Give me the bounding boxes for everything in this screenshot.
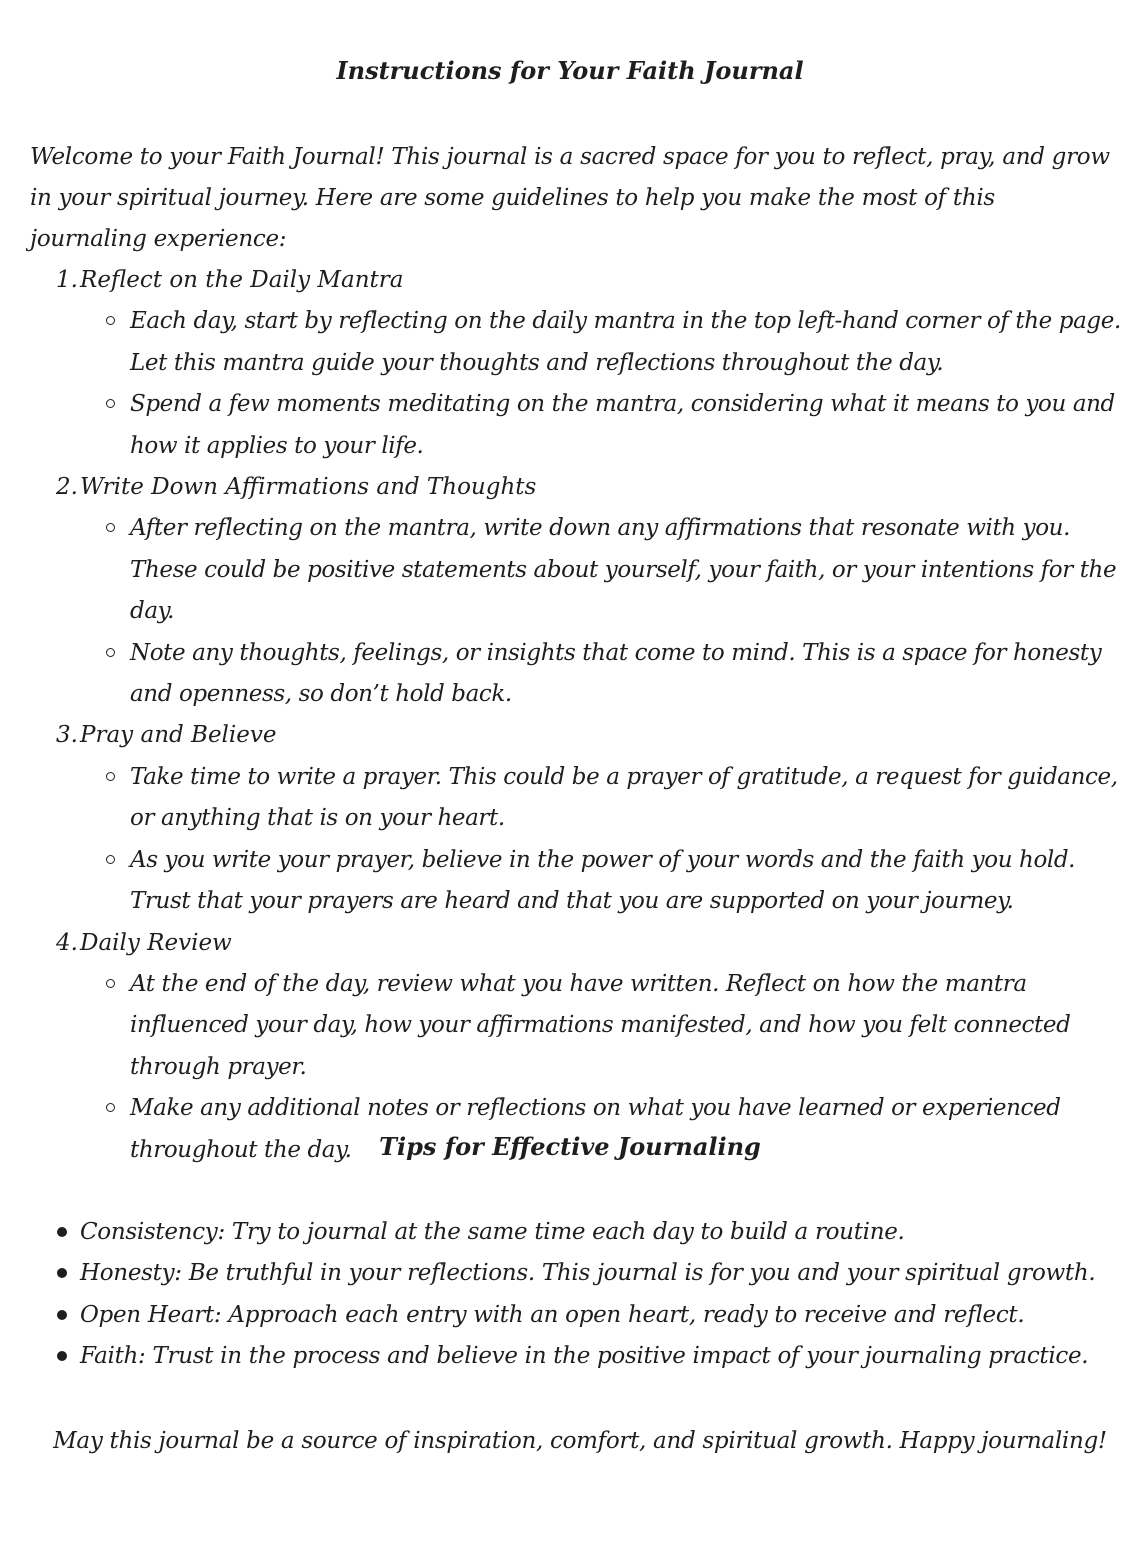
circle-bullet-icon (106, 523, 115, 532)
tip-text: Honesty: Be truthful in your reflections. This journal is for you and your spiritual growth. (80, 1260, 1096, 1287)
tip-item (0, 1336, 1140, 1377)
dot-bullet-icon (57, 1227, 67, 1237)
tips-list (0, 1212, 1140, 1378)
step-sub-item (80, 964, 1140, 1088)
page-title: Instructions for Your Faith Journal (336, 56, 804, 85)
sub-item-text: After reflecting on the mantra, write down any affirmations that resonate with you. These could be positive statements about yourself, your faith, or your intentions for the day. (130, 515, 1117, 625)
circle-bullet-icon (106, 648, 115, 657)
step-number: 4. (56, 929, 78, 956)
step-number: 1. (56, 267, 78, 293)
sub-item-text: Spend a few moments meditating on the mantra, considering what it means to you and how it applies to your life. (130, 391, 1115, 459)
circle-bullet-icon (106, 1103, 115, 1112)
step-sub-item (80, 840, 1140, 923)
step-sub-item (80, 633, 1140, 716)
step-number: 3. (56, 722, 78, 749)
step-sub-item (80, 508, 1140, 632)
step-sub-item (80, 384, 1140, 467)
circle-bullet-icon (106, 399, 115, 408)
tip-item (0, 1295, 1140, 1336)
tip-item (0, 1212, 1140, 1253)
step-title: Pray and Believe (80, 722, 277, 749)
sub-item-text: At the end of the day, review what you have written. Reflect on how the mantra influenced your day, how your affirmations manifested, and how you felt connected through prayer. (130, 970, 1071, 1080)
step-number: 2. (56, 474, 78, 501)
sub-item-text: As you write your prayer, believe in the power of your words and the faith you hold. Trust that your prayers are heard and that you are supported on your journey. (130, 846, 1076, 915)
step-item (0, 715, 1140, 922)
sub-item-text: Note any thoughts, feelings, or insights that come to mind. This is a space for honesty and openness, so don’t hold back. (130, 639, 1102, 708)
sub-item-text: Take time to write a prayer. This could be a prayer of gratitude, a request for guidance, or anything that is on your heart. (130, 763, 1118, 832)
circle-bullet-icon (106, 855, 115, 864)
dot-bullet-icon (57, 1268, 67, 1278)
step-item (0, 260, 1140, 467)
closing-line: May this journal be a source of inspiration, comfort, and spiritual growth. Happy journaling! (53, 1428, 1107, 1454)
sub-item-text: Each day, start by reflecting on the daily mantra in the top left-hand corner of the page. Let this mantra guide your thoughts and reflections throughout the day. (130, 308, 1121, 376)
intro-paragraph: Welcome to your Faith Journal! This journal is a sacred space for you to reflect, pray, and grow in your spiritual journey. Here are some guidelines to help you make the most of this journaling experience: (30, 144, 1110, 252)
step-sub-list (80, 757, 1140, 923)
step-sub-item (80, 757, 1140, 840)
circle-bullet-icon (106, 316, 115, 325)
tip-item (0, 1253, 1140, 1294)
sub-item-text: Make any additional notes or reflections on what you have learned or experienced throughout the day. (130, 1095, 1061, 1163)
dot-bullet-icon (57, 1310, 67, 1320)
tip-text: Faith: Trust in the process and believe in the positive impact of your journaling practice. (80, 1343, 1089, 1370)
instruction-steps (0, 260, 1140, 1171)
step-sub-list (80, 508, 1140, 715)
tip-text: Consistency: Try to journal at the same time each day to build a routine. (80, 1219, 905, 1245)
step-item (0, 467, 1140, 715)
tip-text: Open Heart: Approach each entry with an open heart, ready to receive and reflect. (80, 1301, 1025, 1328)
dot-bullet-icon (57, 1351, 67, 1361)
step-sub-list (80, 301, 1140, 467)
circle-bullet-icon (106, 979, 115, 988)
step-title: Write Down Affirmations and Thoughts (80, 474, 537, 501)
step-title: Reflect on the Daily Mantra (80, 267, 404, 293)
circle-bullet-icon (106, 772, 115, 781)
tips-heading: Tips for Effective Journaling (379, 1132, 761, 1161)
step-sub-item (80, 301, 1140, 384)
step-title: Daily Review (80, 929, 232, 956)
